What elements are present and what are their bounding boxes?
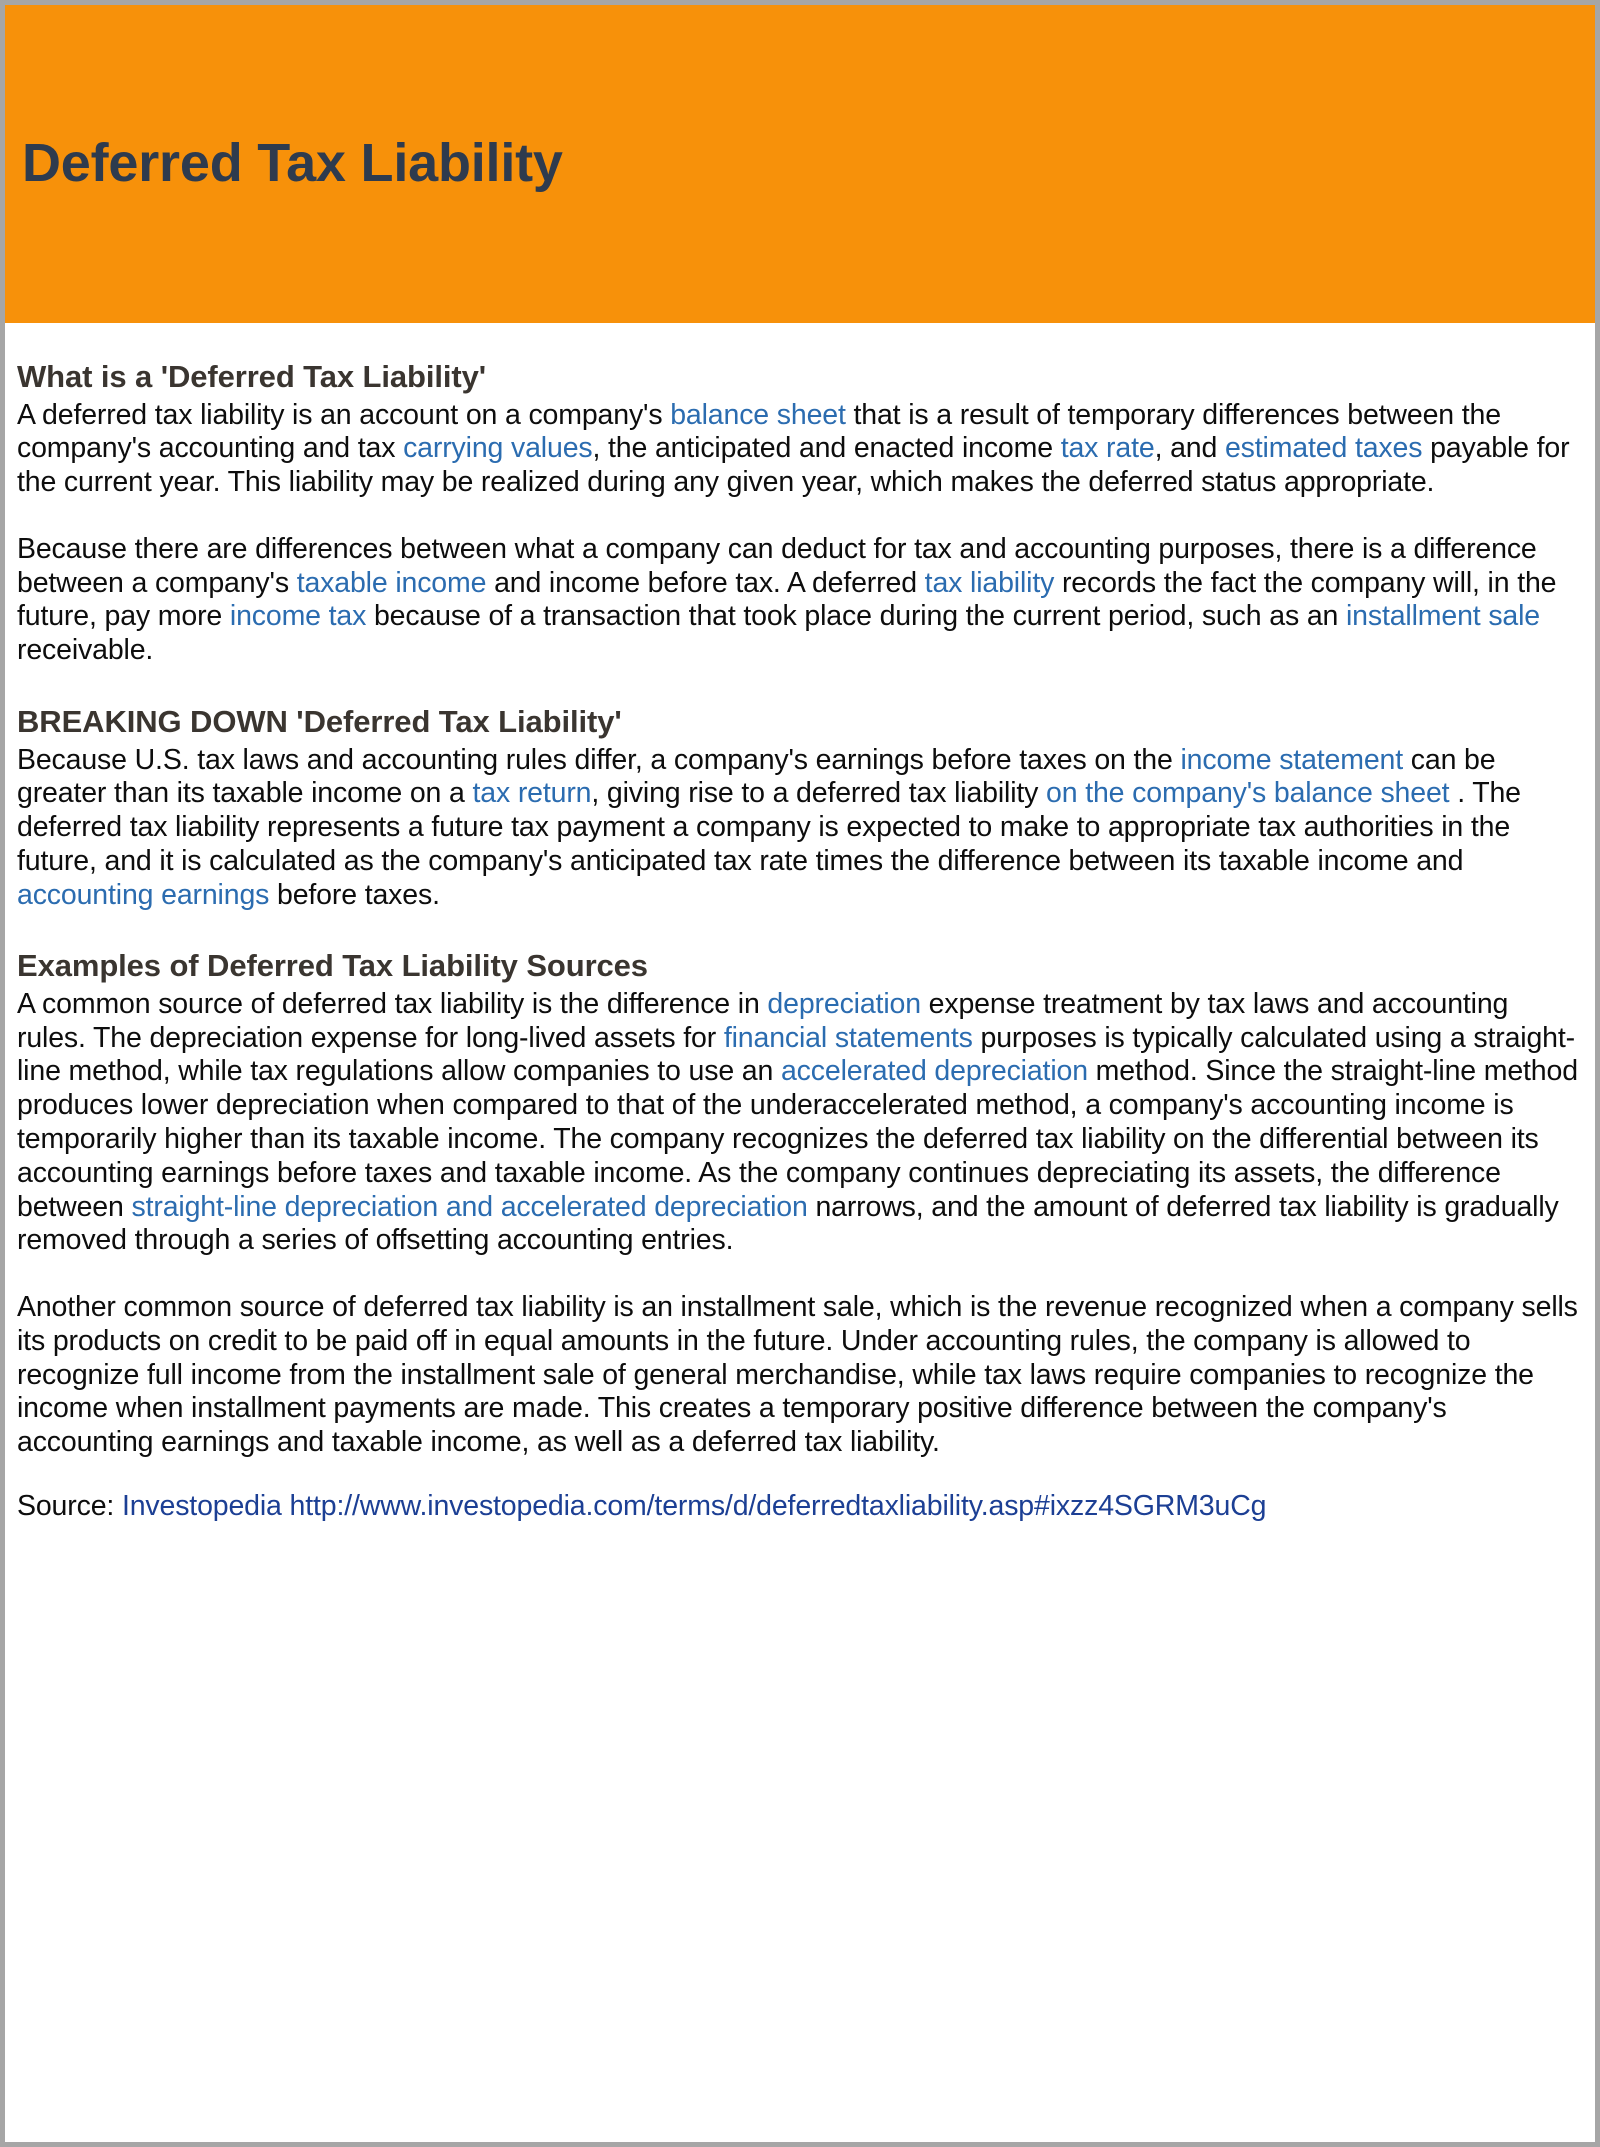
inline-link[interactable]: depreciation [767, 987, 921, 1020]
text-run: expense treatment by tax laws and accounting rules. The depreciation expense for long-lived assets for [17, 987, 1509, 1054]
text-run: Because there are differences between what a company can deduct for tax and accounting purposes, there is a difference between a company's [17, 532, 1537, 599]
text-run: narrows, and the amount of deferred tax liability is gradually removed through a series of offsetting accounting entries. [17, 1190, 1559, 1257]
inline-link[interactable]: tax liability [924, 566, 1055, 599]
text-run: , and [1154, 432, 1225, 465]
text-run: can be greater than its taxable income on a [17, 743, 1496, 810]
text-run: Another common source of deferred tax liability is an installment sale, which is the revenue recognized when a company sells its products on credit to be paid off in equal amounts in the future. Under accounting rules, the company is allowed to recognize full income from the installment sale of general merchandise, while tax laws require companies to recognize the income when installment payments are made. This creates a temporary positive difference between the company's accounting earnings and taxable income, as well as a deferred tax liability. [17, 1291, 1578, 1459]
section-heading-examples: Examples of Deferred Tax Liability Sources [17, 948, 648, 984]
inline-link[interactable]: estimated taxes [1224, 432, 1423, 465]
page-title: Deferred Tax Liability [22, 133, 563, 193]
paragraph-what-is-1 [17, 399, 1579, 500]
inline-link[interactable]: taxable income [296, 566, 487, 599]
inline-link[interactable]: accounting earnings [17, 878, 270, 911]
text-run: before taxes. [269, 878, 440, 911]
paragraph-examples-1 [17, 988, 1579, 1258]
text-run: purposes is typically calculated using a straight-line method, while tax regulations allow companies to use an [17, 1021, 1575, 1088]
paragraph-breaking-down-1 [17, 744, 1579, 913]
inline-link[interactable]: income statement [1180, 743, 1404, 776]
paragraph-examples-2 [17, 1291, 1579, 1460]
text-run: and income before tax. A deferred [486, 566, 925, 599]
paragraph-spacer [17, 500, 1579, 533]
source-line [17, 1490, 1579, 1524]
paragraph-what-is-2 [17, 533, 1579, 668]
inline-link[interactable]: on the company's balance sheet [1046, 777, 1450, 810]
source-label: Source: [17, 1489, 122, 1522]
text-run: receivable. [17, 634, 154, 667]
section-heading-breaking-down: BREAKING DOWN 'Deferred Tax Liability' [17, 703, 622, 739]
source-url-link[interactable]: Investopedia http://www.investopedia.com/terms/d/deferredtaxliability.asp#ixzz4SGRM3uCg [121, 1489, 1267, 1522]
text-run: records the fact the company will, in the future, pay more [17, 566, 1557, 633]
header-banner [5, 5, 1595, 323]
inline-link[interactable]: financial statements [723, 1021, 973, 1054]
inline-link[interactable]: balance sheet [670, 398, 846, 431]
text-run: because of a transaction that took place during the current period, such as an [366, 600, 1346, 633]
inline-link[interactable]: accelerated depreciation [780, 1055, 1088, 1088]
paragraph-spacer [17, 1258, 1579, 1291]
inline-link[interactable]: tax rate [1060, 432, 1155, 465]
document-content [5, 323, 1595, 2142]
section-spacer [17, 912, 1579, 948]
text-run: A common source of deferred tax liability is the difference in [17, 987, 768, 1020]
text-run: . The deferred tax liability represents a future tax payment a company is expected to make to appropriate tax authorities in the future, and it is calculated as the company's anticipated tax rate times the difference between its taxable income and [17, 777, 1521, 877]
section-heading-what-is: What is a 'Deferred Tax Liability' [17, 359, 487, 394]
inline-link[interactable]: tax return [472, 777, 592, 810]
source-spacer [17, 1460, 1579, 1490]
text-run: that is a result of temporary differences between the company's accounting and tax [17, 398, 1501, 465]
text-run: Because U.S. tax laws and accounting rules differ, a company's earnings before taxes on the [17, 743, 1181, 776]
text-run: A deferred tax liability is an account on a company's [17, 398, 671, 431]
text-run: method. Since the straight-line method produces lower depreciation when compared to that of the underaccelerated method, a company's accounting income is temporarily higher than its taxable income. The company recognizes the deferred tax liability on the differential between its accounting earnings before taxes and taxable income. As the company continues depreciating its assets, the difference between [17, 1055, 1578, 1223]
text-run: , the anticipated and enacted income [592, 432, 1061, 465]
text-run: , giving rise to a deferred tax liability [591, 777, 1047, 810]
inline-link[interactable]: straight-line depreciation and accelerated depreciation [131, 1190, 808, 1223]
text-run: payable for the current year. This liability may be realized during any given year, which makes the deferred status appropriate. [17, 432, 1570, 499]
section-spacer [17, 668, 1579, 704]
inline-link[interactable]: carrying values [403, 432, 593, 465]
inline-link[interactable]: installment sale [1345, 600, 1541, 633]
inline-link[interactable]: income tax [229, 600, 367, 633]
